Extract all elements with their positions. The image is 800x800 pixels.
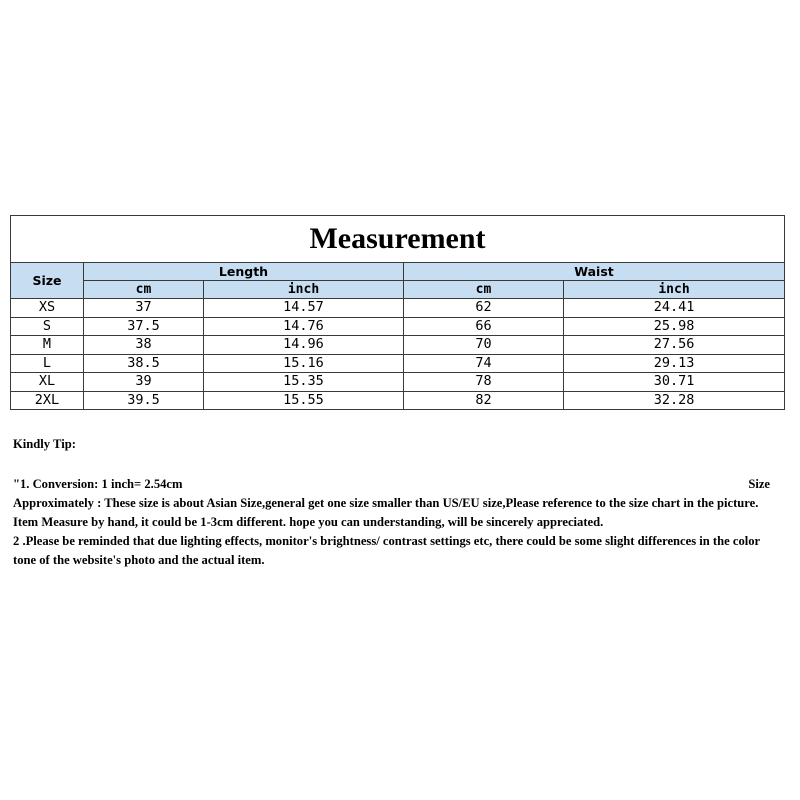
length-group-header: Length xyxy=(84,263,404,281)
waist-cm-cell: 74 xyxy=(404,354,564,373)
tips-approximately: Approximately : These size is about Asian Size,general get one size smaller than US/EU size,Please reference to the size chart in the picture. Item Measure by hand, it could be 1-3cm different. hope you can understanding, will be sincerely appreciated. xyxy=(13,496,759,529)
size-cell: S xyxy=(11,317,84,336)
tips-conversion-size: Size xyxy=(748,477,770,491)
length-cm-cell: 38.5 xyxy=(84,354,204,373)
waist-inch-header: inch xyxy=(564,281,785,299)
tips-conversion: "1. Conversion: 1 inch= 2.54cm xyxy=(13,477,183,491)
waist-cm-cell: 62 xyxy=(404,299,564,318)
waist-cm-cell: 82 xyxy=(404,391,564,410)
table-row xyxy=(11,336,785,355)
measurement-table xyxy=(10,215,785,410)
length-inch-cell: 14.96 xyxy=(204,336,404,355)
waist-cm-cell: 66 xyxy=(404,317,564,336)
tips-note-2: 2 .Please be reminded that due lighting effects, monitor's brightness/ contrast settings etc, there could be some slight differences in the color tone of the website's photo and the actual item. xyxy=(13,534,760,567)
waist-cm-cell: 78 xyxy=(404,373,564,392)
size-cell: XS xyxy=(11,299,84,318)
length-cm-header: cm xyxy=(84,281,204,299)
tips-conversion-line xyxy=(13,475,783,494)
length-cm-cell: 38 xyxy=(84,336,204,355)
length-inch-cell: 15.55 xyxy=(204,391,404,410)
table-row xyxy=(11,317,785,336)
table-row xyxy=(11,373,785,392)
length-inch-header: inch xyxy=(204,281,404,299)
waist-inch-cell: 32.28 xyxy=(564,391,785,410)
size-column-header: Size xyxy=(11,263,84,299)
length-cm-cell: 39 xyxy=(84,373,204,392)
tips-heading: Kindly Tip: xyxy=(13,437,76,451)
length-cm-cell: 39.5 xyxy=(84,391,204,410)
waist-cm-cell: 70 xyxy=(404,336,564,355)
size-cell: 2XL xyxy=(11,391,84,410)
length-inch-cell: 15.35 xyxy=(204,373,404,392)
size-cell: XL xyxy=(11,373,84,392)
waist-group-header: Waist xyxy=(404,263,785,281)
length-cm-cell: 37 xyxy=(84,299,204,318)
waist-inch-cell: 29.13 xyxy=(564,354,785,373)
length-cm-cell: 37.5 xyxy=(84,317,204,336)
table-row xyxy=(11,391,785,410)
kindly-tips xyxy=(13,435,783,570)
waist-inch-cell: 30.71 xyxy=(564,373,785,392)
table-row xyxy=(11,299,785,318)
waist-inch-cell: 27.56 xyxy=(564,336,785,355)
size-chart xyxy=(10,215,784,410)
table-title: Measurement xyxy=(11,216,785,263)
waist-inch-cell: 25.98 xyxy=(564,317,785,336)
size-cell: L xyxy=(11,354,84,373)
table-row xyxy=(11,354,785,373)
length-inch-cell: 15.16 xyxy=(204,354,404,373)
waist-cm-header: cm xyxy=(404,281,564,299)
length-inch-cell: 14.76 xyxy=(204,317,404,336)
size-cell: M xyxy=(11,336,84,355)
waist-inch-cell: 24.41 xyxy=(564,299,785,318)
length-inch-cell: 14.57 xyxy=(204,299,404,318)
